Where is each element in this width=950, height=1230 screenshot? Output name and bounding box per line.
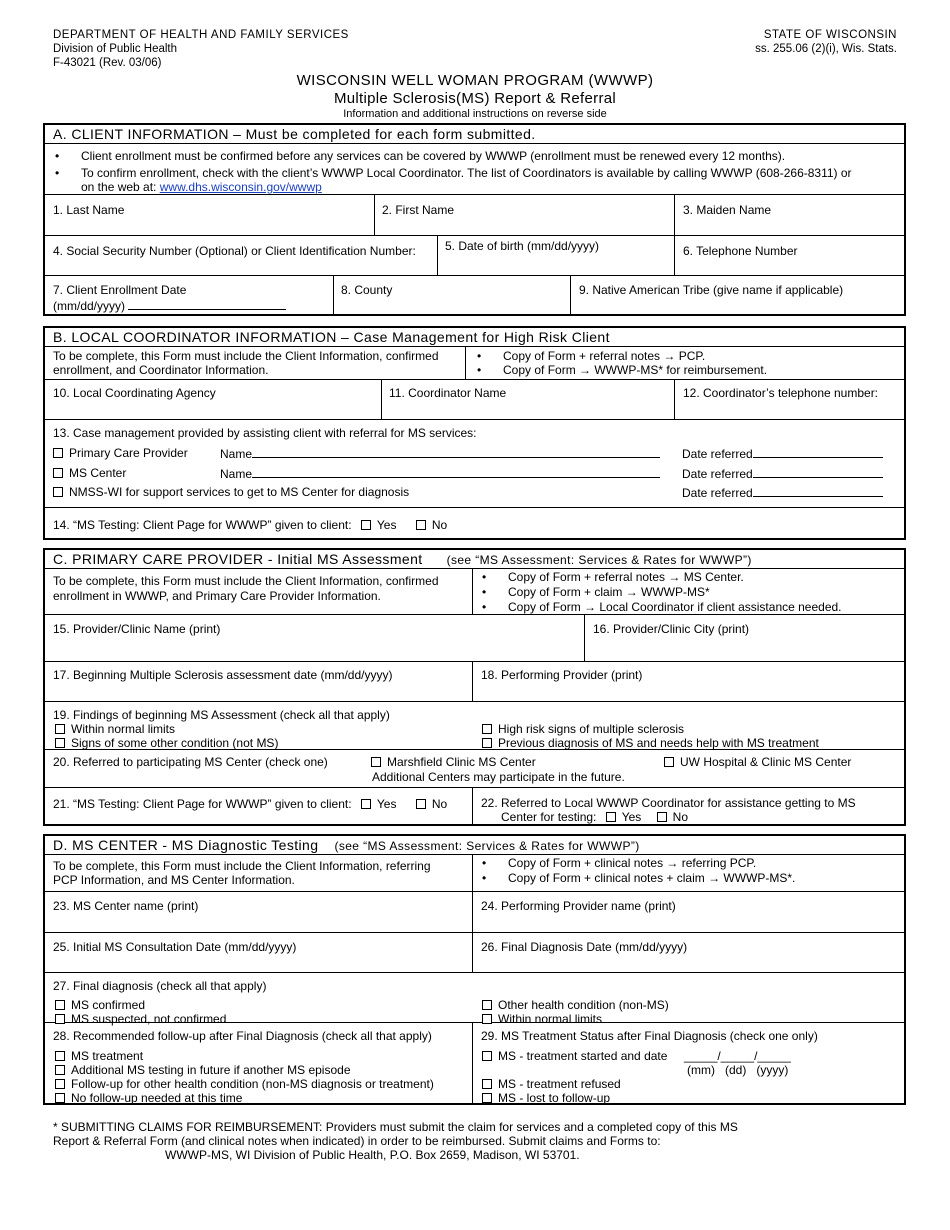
section-a (43, 123, 906, 316)
uw-hospital-option[interactable]: UW Hospital & Clinic MS Center (664, 755, 851, 769)
section-c-intro (45, 569, 904, 615)
row-referred-center (45, 750, 904, 788)
provider-name-field[interactable]: 15. Provider/Clinic Name (print) (53, 622, 221, 636)
row-client-page-b (45, 508, 904, 538)
provider-city-field[interactable]: 16. Provider/Clinic City (print) (593, 622, 750, 636)
findings-label: 19. Findings of beginning MS Assessment (check all that apply) (53, 708, 390, 722)
ms-center-checkbox[interactable] (53, 468, 63, 478)
c-copy-ms-center: • Copy of Form + referral notes → MS Center. (508, 570, 744, 584)
status-lost[interactable]: MS - lost to follow-up (482, 1091, 610, 1105)
dx-ms-confirmed[interactable]: MS confirmed (55, 998, 145, 1012)
nmss-date-field[interactable]: Date referred (682, 485, 883, 500)
b14-no-checkbox[interactable] (416, 520, 426, 530)
section-b-intro-2: enrollment, and Coordinator Information. (53, 363, 269, 377)
row-final-diagnosis (45, 973, 904, 1026)
client-page-given-c: 21. “MS Testing: Client Page for WWWP” given to client: Yes No (53, 797, 448, 811)
follow-up-label: 28. Recommended follow-up after Final Diagnosis (check all that apply) (53, 1029, 432, 1043)
pcp-name-field[interactable]: Name (220, 446, 660, 461)
row-provider (45, 615, 904, 662)
performing-provider-field[interactable]: 18. Performing Provider (print) (481, 668, 643, 682)
marshfield-checkbox[interactable] (371, 757, 381, 767)
uw-hospital-checkbox[interactable] (664, 757, 674, 767)
form-subtitle: Multiple Sclerosis(MS) Report & Referral (333, 90, 617, 107)
row-findings (45, 702, 904, 750)
case-management-label: 13. Case management provided by assisting client with referral for MS services: (53, 426, 477, 440)
state-name: STATE OF WISCONSIN (763, 29, 897, 41)
pcp-date-field[interactable]: Date referred (682, 446, 883, 461)
b14-yes-checkbox[interactable] (361, 520, 371, 530)
consultation-date-field[interactable]: 25. Initial MS Consultation Date (mm/dd/yyyy) (53, 940, 297, 954)
section-d-intro-2: PCP Information, and MS Center Information. (53, 873, 295, 887)
finding-previous[interactable]: Previous diagnosis of MS and needs help with MS treatment (482, 736, 819, 750)
row-ms-center (45, 892, 904, 933)
section-c-intro-1: To be complete, this Form must include the Client Information, confirmed (53, 574, 439, 588)
treatment-start-date-field[interactable]: _____/_____/_____ (684, 1049, 791, 1063)
assessment-date-field[interactable]: 17. Beginning Multiple Sclerosis assessment date (mm/dd/yyyy) (53, 668, 393, 682)
b-copy-pcp: • Copy of Form + referral notes → PCP. (503, 349, 705, 363)
row-coordinator (45, 380, 904, 420)
row-names (45, 195, 904, 236)
county-field[interactable]: 8. County (341, 283, 393, 297)
row-consult-dates (45, 933, 904, 973)
row-assessment-date (45, 662, 904, 702)
footer-address: WWWP-MS, WI Division of Public Health, P.O. Box 2659, Madison, WI 53701. (165, 1148, 580, 1162)
wwwp-link[interactable]: www.dhs.wisconsin.gov/wwwp (159, 180, 322, 194)
section-b-title: B. LOCAL COORDINATOR INFORMATION – Case Management for High Risk Client (45, 328, 904, 347)
finding-high-risk-checkbox[interactable] (482, 724, 492, 734)
row-client-page-c (45, 788, 904, 824)
fu-additional-testing[interactable]: Additional MS testing in future if another MS episode (55, 1063, 351, 1077)
c22-no-checkbox[interactable] (657, 812, 667, 822)
enrollment-note-1: • Client enrollment must be confirmed before any services can be covered by WWWP (enrollment must be renewed every 12 months). (81, 149, 785, 163)
date-units-label: (mm) (dd) (yyyy) (687, 1063, 789, 1077)
maiden-name-field[interactable]: 3. Maiden Name (683, 203, 772, 217)
status-refused[interactable]: MS - treatment refused (482, 1077, 621, 1091)
form-title: WISCONSIN WELL WOMAN PROGRAM (WWWP) (296, 72, 654, 89)
ms-center-name-print-field[interactable]: 23. MS Center name (print) (53, 899, 199, 913)
section-a-notes (45, 144, 904, 195)
ms-center-name-field[interactable]: Name (220, 466, 660, 481)
ms-center-date-field[interactable]: Date referred (682, 466, 883, 481)
fu-additional-testing-checkbox[interactable] (55, 1065, 65, 1075)
additional-centers-note: Additional Centers may participate in the future. (372, 770, 625, 784)
last-name-field[interactable]: 1. Last Name (53, 203, 125, 217)
finding-other-checkbox[interactable] (55, 738, 65, 748)
referred-coordinator-label: 22. Referred to Local WWWP Coordinator for assistance getting to MS (481, 796, 856, 810)
form-number: F-43021 (Rev. 03/06) (53, 57, 162, 69)
section-d (43, 834, 906, 1105)
d-copy-claim: • Copy of Form + clinical notes + claim → WWWP-MS*. (508, 871, 795, 885)
c22-yes-checkbox[interactable] (606, 812, 616, 822)
telephone-field[interactable]: 6. Telephone Number (683, 244, 798, 258)
instructions-note: Information and additional instructions on reverse side (343, 108, 607, 120)
finding-normal[interactable]: Within normal limits (55, 722, 175, 736)
d-copy-pcp: • Copy of Form + clinical notes → referring PCP. (508, 856, 756, 870)
dob-field[interactable]: 5. Date of birth (mm/dd/yyyy) (445, 239, 600, 253)
enrollment-note-2: • To confirm enrollment, check with the client’s WWWP Local Coordinator. The list of Coordinators is available by calling WWWP (608-266-8311) or (81, 166, 852, 180)
dx-other[interactable]: Other health condition (non-MS) (482, 998, 669, 1012)
c21-no-checkbox[interactable] (416, 799, 426, 809)
nmss-checkbox[interactable] (53, 487, 63, 497)
referred-center-label: 20. Referred to participating MS Center (check one) (53, 755, 328, 769)
footer-claims-2: Report & Referral Form (and clinical notes when indicated) in order to be reimbursed. Submit claims and Forms to: (53, 1134, 661, 1148)
fu-other-condition[interactable]: Follow-up for other health condition (non-MS diagnosis or treatment) (55, 1077, 434, 1091)
b-copy-wwwp: • Copy of Form → WWWP-MS* for reimbursement. (503, 363, 767, 377)
pcp-checkbox[interactable] (53, 448, 63, 458)
fu-other-condition-checkbox[interactable] (55, 1079, 65, 1089)
division-name: Division of Public Health (53, 43, 178, 55)
final-diagnosis-label: 27. Final diagnosis (check all that apply) (53, 979, 267, 993)
status-started[interactable]: MS - treatment started and date (482, 1049, 667, 1063)
fu-ms-treatment-checkbox[interactable] (55, 1051, 65, 1061)
section-b-intro (45, 347, 904, 380)
section-c-intro-2: enrollment in WWWP, and Primary Care Provider Information. (53, 589, 381, 603)
fu-none-checkbox[interactable] (55, 1093, 65, 1103)
fu-ms-treatment[interactable]: MS treatment (55, 1049, 143, 1063)
department-name: DEPARTMENT OF HEALTH AND FAMILY SERVICES (53, 29, 349, 41)
section-d-intro (45, 855, 904, 892)
row-enrollment (45, 276, 904, 314)
tribe-field[interactable]: 9. Native American Tribe (give name if applicable) (579, 283, 844, 297)
coordinating-agency-field[interactable]: 10. Local Coordinating Agency (53, 386, 216, 400)
status-lost-checkbox[interactable] (482, 1093, 492, 1103)
section-d-intro-1: To be complete, this Form must include the Client Information, referring (53, 859, 431, 873)
ssn-field[interactable]: 4. Social Security Number (Optional) or Client Identification Number: (53, 244, 416, 258)
row-follow-up (45, 1023, 904, 1103)
finding-normal-checkbox[interactable] (55, 724, 65, 734)
section-b (43, 326, 906, 540)
statute: ss. 255.06 (2)(i), Wis. Stats. (755, 43, 897, 55)
row-case-management (45, 420, 904, 508)
dx-normal[interactable]: Within normal limits (482, 1012, 602, 1026)
row-ssn (45, 236, 904, 276)
status-refused-checkbox[interactable] (482, 1079, 492, 1089)
coordinator-name-field[interactable]: 11. Coordinator Name (389, 386, 507, 400)
c-copy-claim: • Copy of Form + claim → WWWP-MS* (508, 585, 710, 599)
section-c-title: C. PRIMARY CARE PROVIDER - Initial MS Assessment (see “MS Assessment: Services & Rates for WWWP”) (45, 550, 904, 569)
performing-provider-name-field[interactable]: 24. Performing Provider name (print) (481, 899, 676, 913)
dx-other-checkbox[interactable] (482, 1000, 492, 1010)
fu-none[interactable]: No follow-up needed at this time (55, 1091, 242, 1105)
ms-center-option[interactable]: MS Center (53, 466, 126, 480)
dx-ms-confirmed-checkbox[interactable] (55, 1000, 65, 1010)
coordinator-phone-field[interactable]: 12. Coordinator’s telephone number: (683, 386, 879, 400)
status-started-checkbox[interactable] (482, 1051, 492, 1061)
pcp-option[interactable]: Primary Care Provider (53, 446, 188, 460)
footer-claims-1: * SUBMITTING CLAIMS FOR REIMBURSEMENT: Providers must submit the claim for services and a completed copy of this MS (53, 1120, 738, 1134)
c21-yes-checkbox[interactable] (361, 799, 371, 809)
final-diagnosis-date-field[interactable]: 26. Final Diagnosis Date (mm/dd/yyyy) (481, 940, 688, 954)
enrollment-note-2-web: on the web at: www.dhs.wisconsin.gov/wwwp (81, 180, 322, 194)
client-page-given-b: 14. “MS Testing: Client Page for WWWP” given to client: Yes No (53, 518, 448, 532)
section-a-title: A. CLIENT INFORMATION – Must be completed for each form submitted. (45, 125, 904, 144)
referred-coordinator-options: Center for testing: Yes No (501, 810, 688, 824)
finding-previous-checkbox[interactable] (482, 738, 492, 748)
dx-ms-suspected[interactable]: MS suspected, not confirmed (55, 1012, 226, 1026)
enrollment-date-label: 7. Client Enrollment Date (53, 283, 187, 297)
section-c (43, 548, 906, 826)
section-d-title: D. MS CENTER - MS Diagnostic Testing (see “MS Assessment: Services & Rates for WWWP”) (45, 836, 904, 855)
finding-other[interactable]: Signs of some other condition (not MS) (55, 736, 278, 750)
marshfield-option[interactable]: Marshfield Clinic MS Center (371, 755, 536, 769)
nmss-option[interactable]: NMSS-WI for support services to get to MS Center for diagnosis (53, 485, 409, 499)
enrollment-date-field[interactable]: (mm/dd/yyyy) (53, 298, 286, 313)
first-name-field[interactable]: 2. First Name (382, 203, 455, 217)
finding-high-risk[interactable]: High risk signs of multiple sclerosis (482, 722, 684, 736)
c-copy-coordinator: • Copy of Form → Local Coordinator if client assistance needed. (508, 600, 842, 614)
section-b-intro-1: To be complete, this Form must include the Client Information, confirmed (53, 349, 439, 363)
treatment-status-label: 29. MS Treatment Status after Final Diagnosis (check one only) (481, 1029, 818, 1043)
